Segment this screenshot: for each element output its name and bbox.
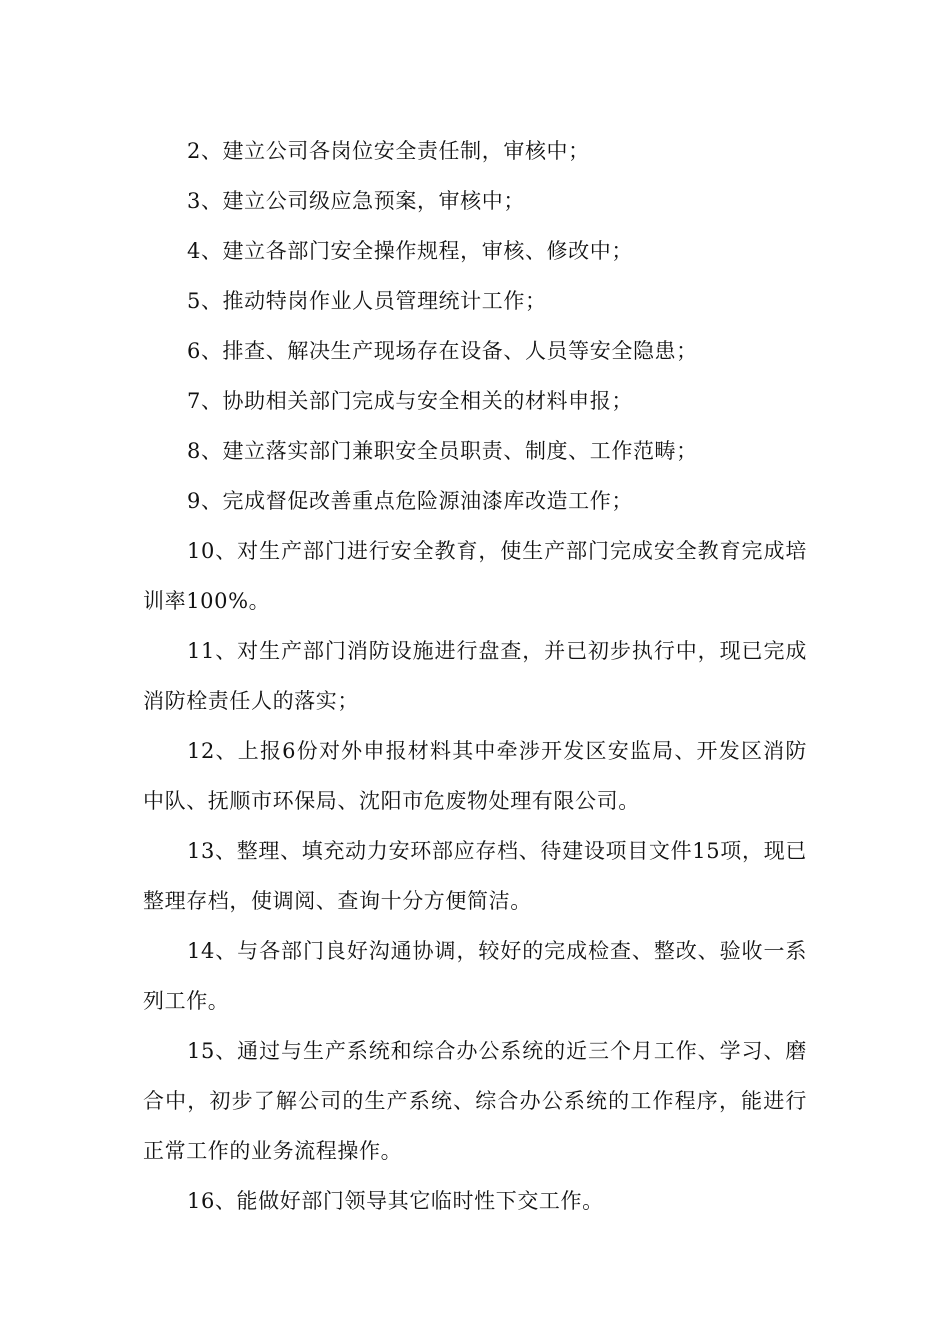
list-item: 3、建立公司级应急预案，审核中； — [187, 189, 525, 213]
list-item: 16、能做好部门领导其它临时性下交工作。 — [187, 1189, 604, 1213]
list-item: 9、完成督促改善重点危险源油漆库改造工作； — [187, 489, 633, 513]
list-item: 2、建立公司各岗位安全责任制，审核中； — [187, 139, 590, 163]
list-item: 4、建立各部门安全操作规程，审核、修改中； — [187, 239, 633, 263]
list-item: 12、上报6份对外申报材料其中牵涉开发区安监局、开发区消防中队、抚顺市环保局、沈阳市危废物处理有限公司。 — [143, 739, 807, 813]
list-item: 11、对生产部门消防设施进行盘查，并已初步执行中，现已完成消防栓责任人的落实； — [143, 639, 807, 713]
list-item: 10、对生产部门进行安全教育，使生产部门完成安全教育完成培训率100%。 — [143, 539, 807, 613]
document-body — [143, 126, 807, 1226]
list-item: 7、协助相关部门完成与安全相关的材料申报； — [187, 389, 633, 413]
list-item: 13、整理、填充动力安环部应存档、待建设项目文件15项，现已整理存档，使调阅、查询十分方便简洁。 — [143, 839, 807, 913]
list-item: 8、建立落实部门兼职安全员职责、制度、工作范畴； — [187, 439, 698, 463]
list-item: 6、排查、解决生产现场存在设备、人员等安全隐患； — [187, 339, 698, 363]
list-item: 14、与各部门良好沟通协调，较好的完成检查、整改、验收一系列工作。 — [143, 939, 807, 1013]
list-item: 15、通过与生产系统和综合办公系统的近三个月工作、学习、磨合中，初步了解公司的生产系统、综合办公系统的工作程序，能进行正常工作的业务流程操作。 — [143, 1039, 807, 1163]
list-item: 5、推动特岗作业人员管理统计工作； — [187, 289, 547, 313]
